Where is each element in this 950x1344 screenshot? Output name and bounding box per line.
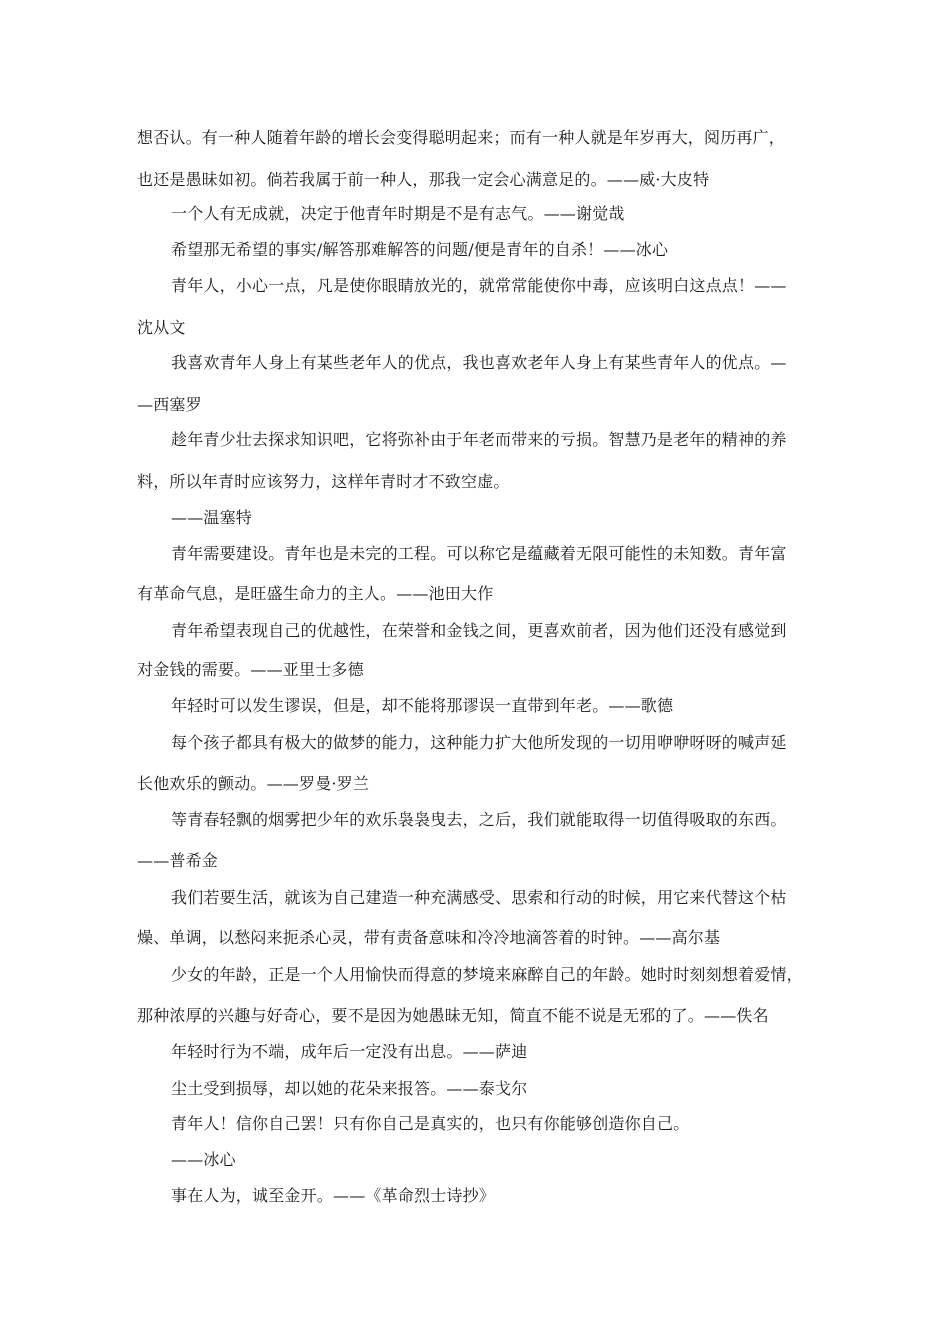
text-line: ——冰心 bbox=[171, 1150, 236, 1169]
text-line: 那种浓厚的兴趣与好奇心，要不是因为她愚昧无知，简直不能不说是无邪的了。——佚名 bbox=[137, 1006, 769, 1025]
text-line: 燥、单调，以愁闷来扼杀心灵，带有责备意味和冷冷地滴答着的时钟。——高尔基 bbox=[137, 928, 721, 947]
text-line: 对金钱的需要。——亚里士多德 bbox=[137, 660, 364, 679]
text-line: 年轻时行为不端，成年后一定没有出息。——萨迪 bbox=[171, 1042, 528, 1061]
text-line: 尘土受到损辱，却以她的花朵来报答。——泰戈尔 bbox=[171, 1079, 528, 1098]
text-line: 青年人！信你自己罢！只有你自己是真实的，也只有你能够创造你自己。 bbox=[171, 1114, 690, 1133]
text-line: 每个孩子都具有极大的做梦的能力，这种能力扩大他所发现的一切用咿咿呀呀的喊声延 bbox=[171, 733, 787, 752]
text-line: 长他欢乐的颤动。——罗曼·罗兰 bbox=[137, 774, 370, 793]
text-line: —西塞罗 bbox=[137, 395, 202, 414]
text-line: 年轻时可以发生谬误，但是，却不能将那谬误一直带到年老。——歌德 bbox=[171, 696, 674, 715]
text-line: 沈从文 bbox=[137, 318, 186, 337]
text-line: 青年希望表现自己的优越性，在荣誉和金钱之间，更喜欢前者，因为他们还没有感觉到 bbox=[171, 621, 787, 640]
text-line: 料，所以年青时应该努力，这样年青时才不致空虚。 bbox=[137, 472, 510, 491]
text-line: 青年需要建设。青年也是未完的工程。可以称它是蕴藏着无限可能性的未知数。青年富 bbox=[171, 544, 787, 563]
text-line: 有革命气息，是旺盛生命力的主人。——池田大作 bbox=[137, 584, 494, 603]
text-line: 我们若要生活，就该为自己建造一种充满感受、思索和行动的时候，用它来代替这个枯 bbox=[171, 888, 787, 907]
text-line: 事在人为，诚至金开。——《革命烈士诗抄》 bbox=[171, 1186, 496, 1205]
text-line: 趁年青少壮去探求知识吧，它将弥补由于年老而带来的亏损。智慧乃是老年的精神的养 bbox=[171, 430, 787, 449]
text-line: 也还是愚昧如初。倘若我属于前一种人，那我一定会心满意足的。——威·大皮特 bbox=[137, 170, 710, 189]
text-line: 想否认。有一种人随着年龄的增长会变得聪明起来；而有一种人就是年岁再大，阅历再广， bbox=[137, 128, 786, 147]
text-line: 青年人，小心一点，凡是使你眼睛放光的，就常常能使你中毒，应该明白这点点！—— bbox=[171, 276, 787, 295]
text-line: 等青春轻飘的烟雾把少年的欢乐袅袅曳去，之后，我们就能取得一切值得吸取的东西。 bbox=[171, 810, 787, 829]
text-line: 一个人有无成就，决定于他青年时期是不是有志气。——谢觉哉 bbox=[171, 204, 625, 223]
text-line: 少女的年龄，正是一个人用愉快而得意的梦境来麻醉自己的年龄。她时时刻刻想着爱情， bbox=[171, 965, 803, 984]
text-line: 希望那无希望的事实/解答那难解答的问题/便是青年的自杀！——冰心 bbox=[171, 240, 669, 259]
text-line: ——温塞特 bbox=[171, 508, 253, 527]
text-line: 我喜欢青年人身上有某些老年人的优点，我也喜欢老年人身上有某些青年人的优点。— bbox=[171, 353, 787, 372]
text-line: ——普希金 bbox=[137, 851, 219, 870]
